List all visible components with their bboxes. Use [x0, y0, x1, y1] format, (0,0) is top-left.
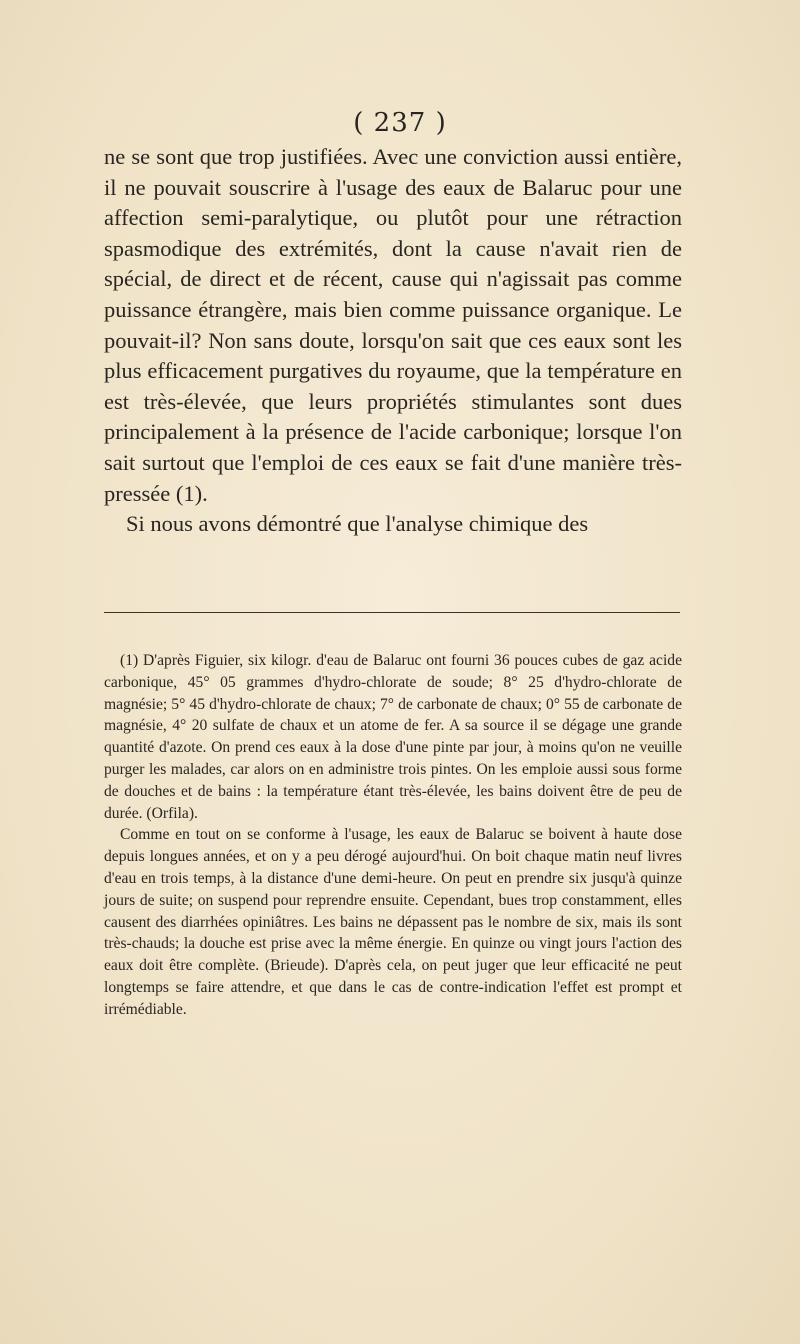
footnote-1: (1) D'après Figuier, six kilogr. d'eau de Balaruc ont fourni 36 pouces cubes de gaz acide carbonique, 45° 05 grammes d'hydro-chlorate de soude; 8° 25 d'hydro-chlorate de magnésie; 5° 45 d'hydro-chlorate de chaux; 7° de carbonate de chaux; 0° 55 de carbonate de magnésie, 4° 20 sulfate de chaux et un atome de fer. A sa source il se dégage une grande quantité d'azote. On prend ces eaux à la dose d'une pinte par jour, à moins qu'on ne veuille purger les malades, car alors on en administre trois pintes. On les emploie aussi sous forme de douches et de bains : la température étant très-élevée, les bains doivent être de peu de durée. (Orfila).	[104, 652, 682, 822]
paragraph-continuation: ne se sont que trop justifiées. Avec une conviction aussi entière, il ne pouvait souscrire à l'usage des eaux de Balaruc pour une affection semi-paralytique, ou plutôt pour une rétraction spasmodique des extrémités, dont la cause n'avait rien de spécial, de direct et de récent, cause qui n'agissait pas comme puissance étrangère, mais bien comme puissance organique. Le pouvait-il? Non sans doute, lorsqu'on sait que ces eaux sont les plus efficacement purgatives du royaume, que la température en est très-élevée, que leurs propriétés stimulantes sont dues principalement à la présence de l'acide carbonique; lorsque l'on sait surtout que l'emploi de ces eaux se fait d'une manière très-pressée (1).	[104, 144, 682, 506]
main-text	[104, 142, 682, 540]
footnote-divider	[104, 612, 680, 613]
footnote-1-continued: Comme en tout on se conforme à l'usage, les eaux de Balaruc se boivent à haute dose depuis longues années, et on y a peu dérogé aujourd'hui. On boit chaque matin neuf livres d'eau en trois temps, à la distance d'une demi-heure. On peut en prendre six jusqu'à quinze jours de suite; on suspend pour reprendre ensuite. Cependant, bues trop constamment, elles causent des diarrhées opiniâtres. Les bains ne dépassent pas le nombre de six, mais ils sont très-chauds; la douche est prise avec la même énergie. En quinze ou vingt jours l'action des eaux doit être complète. (Brieude). D'après cela, on peut juger que leur efficacité ne peut longtemps se faire attendre, et que dans le cas de contre-indication l'effet est prompt et irrémédiable.	[104, 826, 682, 1018]
paragraph-new: Si nous avons démontré que l'analyse chimique des	[126, 511, 589, 537]
footnotes	[104, 650, 682, 1021]
page-number: ( 237 )	[353, 108, 447, 138]
